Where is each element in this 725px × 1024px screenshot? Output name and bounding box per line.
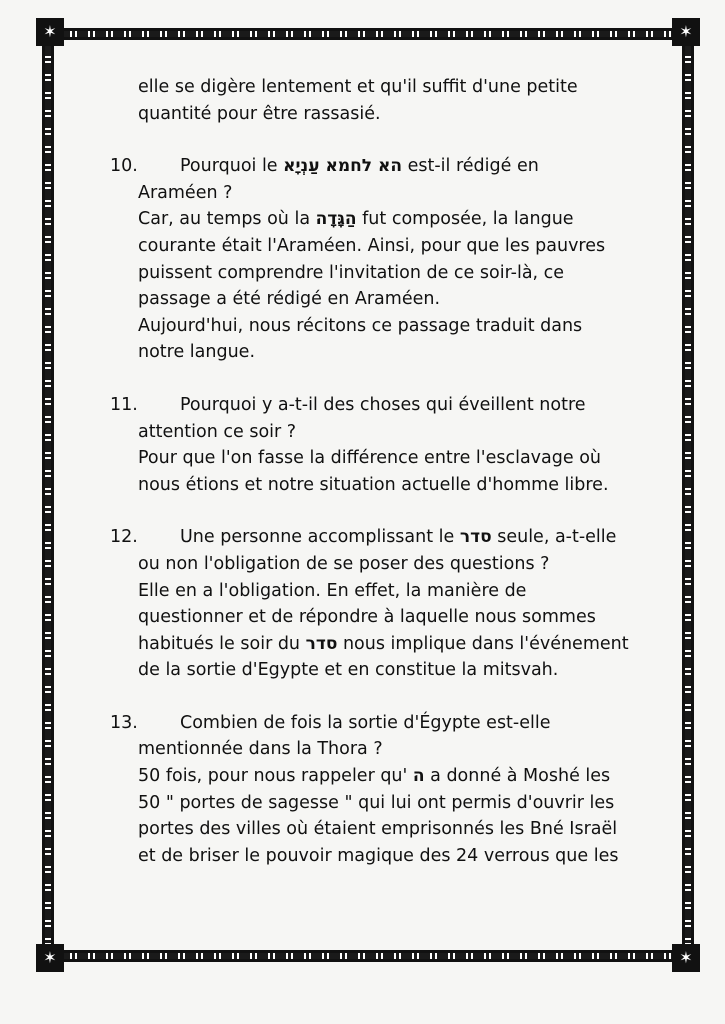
question-text: Pourquoi y a-t-il des choses qui éveillent notre [180, 394, 586, 415]
hebrew-text: סדר [305, 633, 338, 654]
answer-line [138, 206, 650, 233]
answer-line: Aujourd'hui, nous récitons ce passage traduit dans [138, 315, 583, 336]
intro-paragraph [138, 74, 650, 127]
answer-line: notre langue. [138, 342, 256, 363]
question-number: 13. [110, 712, 138, 733]
question-line [110, 710, 650, 737]
corner-ornament-icon: ✶ [672, 944, 700, 972]
question-text: seule, a-t-elle [491, 527, 617, 548]
answer-line [138, 631, 650, 658]
answer-text: Car, au temps où la [138, 209, 316, 230]
answer-line: portes des villes où étaient emprisonnés les Bné Israël [138, 819, 618, 840]
border-bottom [54, 950, 682, 962]
answer-line: passage a été rédigé en Araméen. [138, 289, 441, 310]
answer-line: Pour que l'on fasse la différence entre l'esclavage où [138, 448, 601, 469]
question-item-11 [110, 392, 650, 498]
answer-line: nous étions et notre situation actuelle d'homme libre. [138, 474, 609, 495]
question-item-12 [110, 524, 650, 684]
question-continuation: Araméen ? [138, 182, 233, 203]
answer-line: 50 " portes de sagesse " qui lui ont permis d'ouvrir les [138, 792, 615, 813]
answer-text: a donné à Moshé les [424, 766, 611, 787]
answer-text: 50 fois, pour nous rappeler qu' [138, 766, 413, 787]
border-right [682, 40, 694, 950]
answer-line: courante était l'Araméen. Ainsi, pour que les pauvres [138, 235, 606, 256]
answer-text: habitués le soir du [138, 633, 306, 654]
question-number: 12. [110, 527, 138, 548]
answer-line: Elle en a l'obligation. En effet, la manière de [138, 580, 527, 601]
question-text: est-il rédigé en [402, 156, 539, 177]
border-top [54, 28, 682, 40]
question-continuation: mentionnée dans la Thora ? [138, 739, 383, 760]
question-text: Pourquoi le [180, 156, 284, 177]
hebrew-text: ה [412, 766, 425, 787]
question-line [110, 392, 650, 419]
answer-line: de la sortie d'Egypte et en constitue la mitsvah. [138, 660, 559, 681]
corner-ornament-icon: ✶ [36, 18, 64, 46]
border-left [42, 40, 54, 950]
corner-ornament-icon: ✶ [36, 944, 64, 972]
hebrew-text: הַגָּדָה [315, 209, 357, 230]
question-text: Une personne accomplissant le [180, 527, 460, 548]
question-continuation: ou non l'obligation de se poser des questions ? [138, 553, 550, 574]
hebrew-text: הא לחמא עַנְיָא [283, 156, 403, 177]
answer-text: nous implique dans l'événement [337, 633, 629, 654]
question-number: 11. [110, 394, 138, 415]
question-line [110, 524, 650, 551]
question-continuation: attention ce soir ? [138, 421, 297, 442]
question-number: 10. [110, 156, 138, 177]
answer-line: questionner et de répondre à laquelle nous sommes [138, 607, 596, 628]
answer-text: fut composée, la langue [356, 209, 574, 230]
page-content [110, 74, 650, 869]
text-line: elle se digère lentement et qu'il suffit d'une petite [138, 77, 578, 97]
question-item-13 [110, 710, 650, 870]
text-line: quantité pour être rassasié. [138, 103, 381, 124]
question-item-10 [110, 153, 650, 366]
corner-ornament-icon: ✶ [672, 18, 700, 46]
answer-line: puissent comprendre l'invitation de ce soir-là, ce [138, 262, 565, 283]
answer-line [138, 763, 650, 790]
question-line [110, 153, 650, 180]
hebrew-text: סדר [459, 527, 492, 548]
answer-line: et de briser le pouvoir magique des 24 verrous que les [138, 845, 619, 866]
question-text: Combien de fois la sortie d'Égypte est-elle [180, 712, 551, 733]
